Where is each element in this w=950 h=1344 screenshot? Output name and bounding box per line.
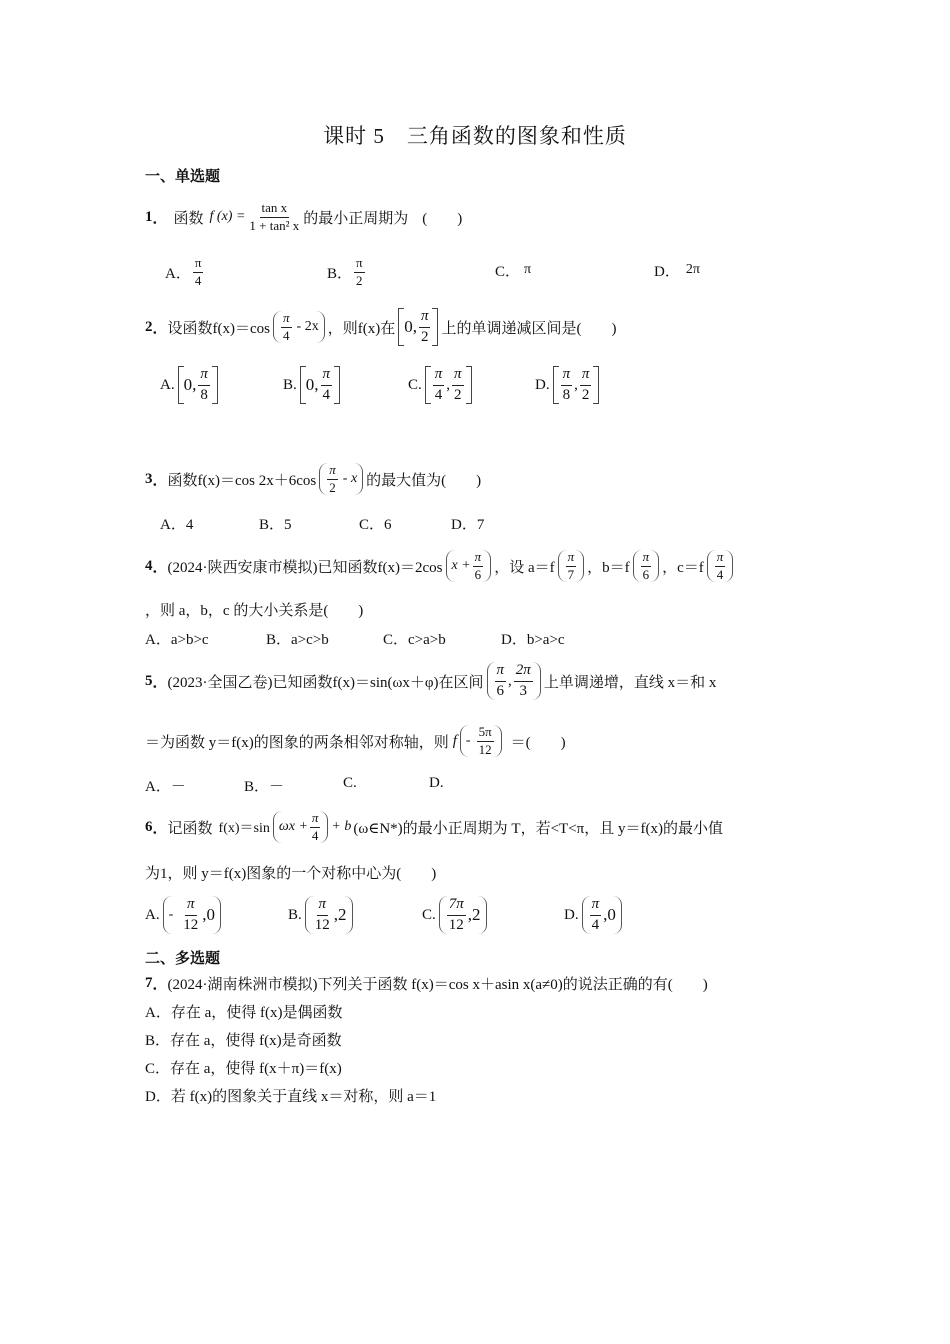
fraction-numerator: π (566, 550, 577, 567)
question-text: 的最小正周期为 (303, 210, 409, 227)
option-c: C．存在 a，使得 f(x＋π)＝f(x) (145, 1061, 342, 1077)
fraction-numerator: π (590, 896, 602, 915)
sign: - (168, 907, 174, 922)
fraction-numerator: π (354, 256, 365, 273)
fraction-denominator: 2 (356, 272, 363, 288)
question-2: 2 ． 设函数 f(x)＝cos $\frac{\pi}{4}$ - 2x ，则 f(x)在 0, $\frac{\pi}{2}$ 上的单调递减区间是( ) (145, 308, 617, 345)
interval-left: 0, (305, 375, 319, 394)
question-4-line-2: ，则 a，b，c 的大小关系是( ) (145, 603, 364, 619)
parenthesis-group (163, 896, 221, 934)
fraction (514, 662, 533, 700)
option-a: A．－ (145, 779, 186, 795)
option-b: B．5 (259, 517, 292, 533)
fraction-numerator: π (641, 550, 652, 567)
option-c (422, 892, 490, 938)
fraction (354, 256, 365, 289)
question-5-line-2 (145, 718, 566, 764)
option-a: A．存在 a，使得 f(x)是偶函数 (145, 1005, 343, 1021)
fraction-numerator: π (419, 308, 431, 327)
fraction (181, 896, 200, 934)
fraction-denominator: 4 (716, 566, 724, 582)
option-label: D. (535, 376, 550, 393)
fraction (452, 366, 464, 404)
option-a: A．4 (160, 517, 194, 533)
question-text: 的最大值为( ) (366, 472, 482, 489)
option-c (408, 362, 475, 408)
fraction (641, 550, 652, 583)
option-label: A. (145, 906, 160, 923)
option-c: C. (343, 775, 357, 791)
expression-term: + b (331, 819, 352, 834)
interval-bracket: $\frac{\pi}{4}$ , $\frac{\pi}{2}$ (425, 366, 472, 404)
fraction (193, 256, 204, 289)
question-number: 2 (145, 318, 153, 335)
fraction-numerator: π (715, 550, 726, 567)
option-b: B．a>c>b (266, 632, 329, 648)
function-label: f (x) = (209, 209, 246, 224)
option-value: π (524, 262, 532, 277)
fraction-numerator: 7π (447, 896, 466, 915)
option-label: D. (564, 906, 579, 923)
option-d: D．7 (451, 517, 485, 533)
parenthesis-group (633, 550, 660, 583)
interval-bracket (398, 308, 438, 346)
option-label: B. (283, 376, 297, 393)
point-coordinate: ,2 (333, 905, 347, 924)
expression-term: ωx + (278, 819, 308, 834)
question-number: 1 (145, 208, 153, 225)
option-d (654, 252, 700, 288)
fraction-denominator: 8 (562, 386, 571, 403)
fraction-denominator: 12 (314, 916, 330, 933)
fraction (247, 201, 301, 234)
fraction (310, 811, 321, 844)
question-6-line-2: 为1，则 y＝f(x)图象的一个对称中心为( ) (145, 866, 437, 882)
point-coordinate: ,2 (467, 905, 481, 924)
fraction (447, 896, 466, 934)
point-coordinate: ,0 (202, 905, 216, 924)
question-1: 1 ． 函数 f (x) = $\frac{\text{tan x}}{\text{1 + tan² x}}$ 的最小正周期为 ( ) (145, 199, 463, 233)
option-label: C. (408, 376, 422, 393)
option-label: D． (654, 263, 680, 280)
fraction-denominator: 6 (496, 682, 505, 699)
option-b: B．－ (244, 779, 285, 795)
fraction (495, 662, 507, 700)
question-text: ＝( ) (510, 734, 566, 751)
fraction-denominator: 4 (591, 916, 600, 933)
fraction-numerator: 2π (514, 662, 533, 681)
fraction (321, 366, 333, 404)
option-a (160, 362, 221, 408)
fraction-numerator: π (281, 311, 292, 328)
option-b (283, 362, 343, 408)
parenthesis-group (707, 550, 734, 583)
page-title: 课时 5 三角函数的图象和性质 (323, 124, 627, 148)
section-multiple-choice: 二、多选题 (145, 951, 221, 967)
question-text: 上的单调递减区间是( ) (441, 320, 617, 337)
fraction-denominator: 7 (567, 566, 575, 582)
fraction (590, 896, 602, 934)
fraction (477, 725, 494, 758)
fraction (433, 366, 445, 404)
fraction-denominator: 6 (474, 566, 482, 582)
option-a (145, 892, 224, 938)
fraction-denominator: 4 (194, 272, 202, 288)
parenthesis-group (582, 896, 622, 934)
fraction-denominator: 8 (200, 386, 208, 403)
option-label: B. (288, 906, 302, 923)
expression-term: - 2x (296, 319, 319, 334)
fraction (313, 896, 332, 934)
fraction (281, 311, 292, 344)
fraction-numerator: π (310, 811, 321, 828)
option-label: B． (327, 265, 353, 282)
fraction-numerator: π (495, 662, 507, 681)
fraction-numerator: π (580, 366, 592, 385)
function-expression: f(x)＝sin (218, 821, 270, 836)
fraction-denominator: 3 (519, 682, 528, 699)
function-expression: f(x)＝2cos (377, 559, 443, 576)
question-text: 函数 (173, 210, 204, 227)
interval-left: 0, (404, 317, 417, 336)
option-d: D. (429, 775, 444, 791)
fraction-denominator: 12 (183, 916, 199, 933)
fraction (580, 366, 592, 404)
question-text: 上单调递增，直线 x＝和 x (543, 674, 717, 691)
point-coordinate: ,0 (603, 905, 616, 924)
fraction-denominator: 2 (420, 328, 429, 345)
parenthesis-group (558, 550, 585, 583)
parenthesis-group: - $\frac{5\pi}{12}$ (460, 725, 502, 758)
option-c: C．6 (359, 517, 392, 533)
option-c (495, 252, 531, 288)
option-b (327, 252, 367, 292)
fraction-numerator: π (193, 256, 204, 273)
fraction-denominator: 12 (448, 916, 464, 933)
fraction (715, 550, 726, 583)
fraction (327, 463, 338, 496)
question-text: (2023·全国乙卷)已知函数 (167, 674, 333, 691)
fraction (198, 366, 210, 404)
fraction-numerator: π (321, 366, 333, 385)
question-6: 6 ． 记函数 f(x)＝sin ωx + $\frac{\pi}{4}$ + b (ω∈N*)的最小正周期为 T，若<T<π，且 y＝f(x)的最小值 (145, 809, 723, 843)
interval-left: 0, (183, 375, 197, 394)
fraction-denominator: 2 (454, 386, 462, 403)
question-number: 7 (145, 975, 153, 991)
fraction-denominator: 2 (581, 386, 590, 403)
fraction-denominator: 4 (311, 827, 319, 843)
question-4: 4 ． (2024·陕西安康市模拟)已知函数 f(x)＝2cos x + $\frac{\pi}{6}$ ，设 a＝f $\frac{\pi}{7}$ ，b＝f $\frac{\pi}{6}$ ，c＝f $\frac{\pi}{4}$ (145, 544, 736, 588)
question-text: f(x)在 (357, 320, 396, 337)
parenthesis-group (446, 550, 492, 583)
question-text: 设函数 (167, 320, 213, 337)
fraction-denominator: 4 (322, 386, 331, 403)
function-expression: f(x)＝cos 2x＋6cos (197, 472, 317, 489)
option-c: C．c>a>b (383, 632, 446, 648)
fraction-numerator: π (317, 896, 329, 915)
question-text: 函数 (167, 472, 198, 489)
question-number: 5 (145, 672, 153, 689)
fraction-denominator: 4 (283, 327, 290, 343)
question-7: 7 ． (2024·湖南株洲市模拟)下列关于函数 f(x)＝cos x＋asin x(a≠0)的说法正确的有( ) (145, 975, 708, 993)
section-single-choice: 一、单选题 (145, 169, 221, 185)
parenthesis-group (439, 896, 487, 934)
fraction-numerator: tan x (260, 201, 290, 218)
interval-bracket (300, 366, 340, 404)
option-label: A. (160, 376, 175, 393)
fraction-numerator: π (185, 896, 197, 915)
question-number: 6 (145, 818, 153, 835)
fraction-denominator: 2 (329, 479, 336, 495)
fraction-numerator: π (327, 463, 338, 480)
fraction-denominator: 6 (642, 566, 650, 582)
option-d (535, 362, 602, 408)
question-text: 记函数 (167, 820, 213, 837)
fraction-numerator: 5π (477, 725, 494, 742)
fraction (419, 308, 431, 346)
interval-bracket (178, 366, 218, 404)
expression-term: x + (451, 558, 471, 573)
question-number: 3 (145, 470, 153, 487)
fraction-numerator: π (561, 366, 573, 385)
parenthesis-group (305, 896, 353, 934)
fraction-numerator: π (452, 366, 464, 385)
option-a: A．a>b>c (145, 632, 209, 648)
question-text: (2024·湖南株洲市模拟)下列关于函数 f(x)＝cos x＋asin x(a≠0)的说法正确的有( ) (167, 977, 708, 993)
question-text: ，则 (327, 320, 358, 337)
function-expression: f(x)＝sin(ωx＋φ)在区间 (332, 674, 484, 691)
fraction (561, 366, 573, 404)
interval-bracket: $\frac{\pi}{8}$ , $\frac{\pi}{2}$ (553, 366, 600, 404)
fraction-numerator: π (198, 366, 210, 385)
question-text: ＝为函数 y＝f(x)的图象的两条相邻对称轴，则 (145, 734, 449, 751)
question-text: ，设 a＝f (494, 559, 555, 576)
option-d: D．若 f(x)的图象关于直线 x＝对称，则 a＝1 (145, 1089, 437, 1105)
fraction-denominator: 1 + tan² x (249, 217, 300, 233)
parenthesis-group (273, 311, 325, 344)
question-text: ，b＝f (587, 559, 630, 576)
parenthesis-group: $\frac{\pi}{6}$ , $\frac{2\pi}{3}$ (487, 662, 541, 700)
question-text: (ω∈N*)的最小正周期为 T，若<T<π，且 y＝f(x)的最小值 (353, 820, 723, 837)
option-d: D．b>a>c (501, 632, 565, 648)
fraction-numerator: π (473, 550, 484, 567)
parenthesis-group (319, 463, 363, 496)
function-label: f (452, 732, 457, 749)
option-label: C． (495, 263, 521, 280)
answer-blank: ( ) (422, 210, 463, 227)
function-expression: f(x)＝cos (212, 320, 271, 337)
question-number: 4 (145, 557, 153, 574)
expression-term: - x (342, 471, 358, 486)
question-3: 3 ． 函数 f(x)＝cos 2x＋6cos $\frac{\pi}{2}$ - x 的最大值为( ) (145, 461, 482, 495)
option-value: 2π (685, 262, 700, 277)
option-label: C. (422, 906, 436, 923)
parenthesis-group (273, 811, 329, 844)
fraction-denominator: 4 (434, 386, 443, 403)
fraction (473, 550, 484, 583)
fraction-denominator: 12 (478, 741, 492, 757)
fraction-numerator: π (433, 366, 445, 385)
option-label: A． (165, 265, 191, 282)
option-a (165, 252, 205, 292)
option-b (288, 892, 356, 938)
option-b: B．存在 a，使得 f(x)是奇函数 (145, 1033, 342, 1049)
question-text: (2024·陕西安康市模拟)已知函数 (167, 559, 378, 576)
option-d (564, 892, 625, 938)
question-5: 5 ． (2023·全国乙卷)已知函数 f(x)＝sin(ωx＋φ)在区间 $\frac{\pi}{6}$ , $\frac{2\pi}{3}$ 上单调递增，直线 x＝和 x (145, 662, 717, 699)
question-text: ，c＝f (662, 559, 704, 576)
fraction (566, 550, 577, 583)
